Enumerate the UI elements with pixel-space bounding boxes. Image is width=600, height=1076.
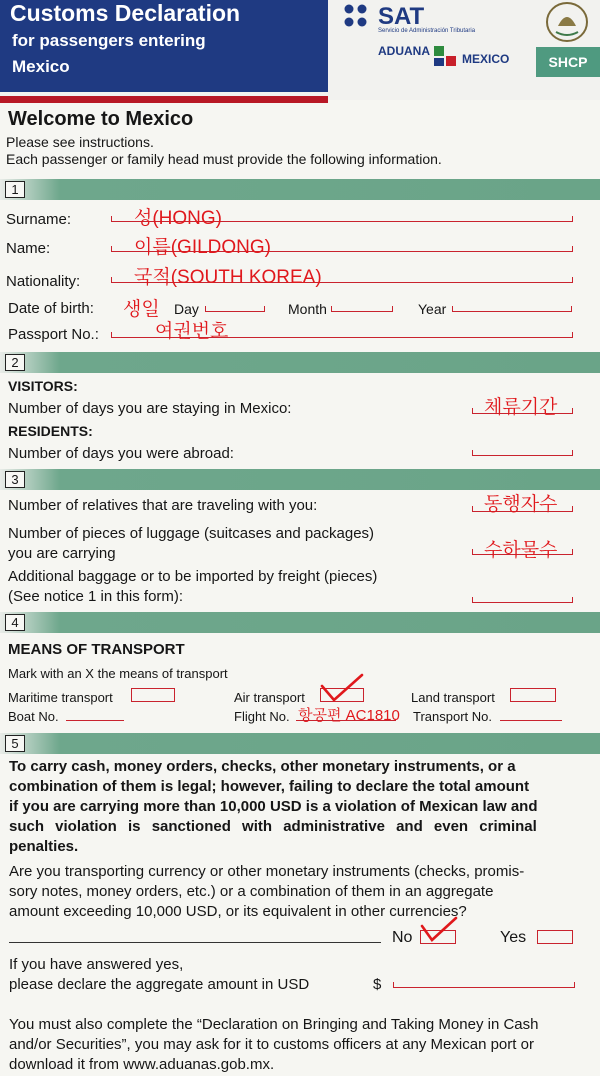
no-checkmark-icon	[418, 916, 458, 946]
title-red-stripe	[0, 96, 328, 103]
question-line-3: amount exceeding 10,000 USD, or its equivalent in other currencies?	[9, 903, 467, 920]
intro-line-2: Each passenger or family head must provide the following information.	[6, 151, 442, 167]
sat-wordmark: SAT	[378, 3, 425, 30]
days-staying-value: 체류기간	[484, 397, 558, 418]
warning-line-4: such violation is sanctioned with administrative and even criminal	[9, 818, 537, 835]
section-4-band	[0, 612, 600, 633]
nationality-value: 국적(SOUTH KOREA)	[134, 267, 322, 288]
national-seal-icon	[542, 0, 592, 44]
answered-yes-line-2: please declare the aggregate amount in USD	[9, 976, 310, 993]
passport-label: Passport No.:	[8, 326, 99, 343]
boat-label: Boat No.	[8, 709, 59, 724]
month-field[interactable]	[331, 306, 393, 312]
land-label: Land transport	[411, 690, 495, 705]
section-1-band	[0, 179, 600, 200]
section-number: 4	[5, 614, 25, 631]
footer-line-1: You must also complete the “Declaration on Bringing and Taking Money in Cash	[9, 1016, 539, 1033]
footer-line-2: and/or Securities”, you may ask for it to customs officers at any Mexican port or	[9, 1036, 534, 1053]
question-line-1: Are you transporting currency or other monetary instruments (checks, promis-	[9, 863, 525, 880]
flight-label: Flight No.	[234, 709, 290, 724]
days-abroad-field[interactable]	[472, 450, 573, 456]
welcome-heading: Welcome to Mexico	[8, 108, 194, 130]
aggregate-amount-field[interactable]	[393, 982, 575, 988]
sat-tagline: Servicio de Administración Tributaria	[378, 28, 476, 34]
shcp-badge: SHCP	[536, 47, 600, 77]
form-title: Customs Declaration	[10, 0, 241, 26]
day-field[interactable]	[205, 306, 265, 312]
section-5-band	[0, 733, 600, 754]
section-number: 3	[5, 471, 25, 488]
intro-line-1: Please see instructions.	[6, 134, 154, 150]
residents-heading: RESIDENTS:	[8, 423, 93, 439]
answered-yes-line-1: If you have answered yes,	[9, 956, 184, 973]
sat-logo	[338, 0, 528, 40]
days-abroad-label: Number of days you were abroad:	[8, 445, 234, 462]
dollar-sign: $	[373, 976, 382, 993]
warning-line-5: penalties.	[9, 838, 79, 855]
yes-label: Yes	[500, 929, 527, 946]
section-2-band	[0, 352, 600, 373]
luggage-label-line2: you are carrying	[8, 545, 116, 562]
passport-value: 여권번호	[155, 321, 229, 342]
visitors-heading: VISITORS:	[8, 378, 78, 394]
mexico-wordmark: MEXICO	[462, 52, 510, 66]
sat-emblem-icon	[342, 2, 370, 32]
transport-instruction: Mark with an X the means of transport	[8, 666, 228, 681]
transport-heading: MEANS OF TRANSPORT	[8, 641, 185, 658]
title-banner	[0, 0, 328, 92]
month-label: Month	[288, 301, 327, 317]
relatives-label: Number of relatives that are traveling with you:	[8, 497, 318, 514]
name-value: 이름(GILDONG)	[134, 237, 271, 258]
additional-baggage-line1: Additional baggage or to be imported by freight (pieces)	[8, 568, 378, 585]
yes-checkbox[interactable]	[537, 930, 573, 944]
days-staying-label: Number of days you are staying in Mexico:	[8, 400, 292, 417]
form-subtitle-line1: for passengers entering	[12, 31, 206, 50]
maritime-checkbox[interactable]	[131, 688, 175, 702]
aduana-flag-icon	[432, 46, 458, 68]
section-number: 5	[5, 735, 25, 752]
warning-line-2: combination of them is legal; however, failing to declare the total amount	[9, 778, 530, 795]
year-label: Year	[418, 301, 447, 317]
section-number: 1	[5, 181, 25, 198]
land-checkbox[interactable]	[510, 688, 556, 702]
warning-line-1: To carry cash, money orders, checks, other monetary instruments, or a	[9, 758, 516, 775]
transport-number-label: Transport No.	[413, 709, 492, 724]
boat-number-field[interactable]	[66, 720, 124, 721]
transport-number-field[interactable]	[500, 720, 562, 721]
air-label: Air transport	[234, 690, 305, 705]
question-underline	[9, 942, 381, 943]
luggage-value: 수하물수	[484, 540, 558, 561]
nationality-label: Nationality:	[6, 273, 81, 290]
maritime-label: Maritime transport	[8, 690, 113, 705]
flight-number-value: 항공편 AC1810	[298, 707, 400, 724]
question-line-2: sory notes, money orders, etc.) or a combination of them in an aggregate	[9, 883, 494, 900]
additional-baggage-field[interactable]	[472, 597, 573, 603]
surname-value: 성(HONG)	[134, 208, 223, 229]
aduana-wordmark: ADUANA	[378, 44, 430, 58]
header	[0, 0, 600, 100]
section-3-band	[0, 469, 600, 490]
footer-line-3: download it from www.aduanas.gob.mx.	[9, 1056, 275, 1073]
dob-label: Date of birth:	[8, 300, 94, 317]
form-subtitle-line2: Mexico	[12, 57, 70, 76]
dob-value: 생일	[123, 299, 160, 320]
air-checkmark-icon	[318, 672, 366, 706]
section-number: 2	[5, 354, 25, 371]
surname-label: Surname:	[6, 211, 72, 228]
warning-line-3: if you are carrying more than 10,000 USD is a violation of Mexican law and	[9, 798, 538, 815]
luggage-label-line1: Number of pieces of luggage (suitcases and packages)	[8, 525, 375, 542]
no-label: No	[392, 929, 413, 946]
additional-baggage-line2: (See notice 1 in this form):	[8, 588, 184, 605]
year-field[interactable]	[452, 306, 572, 312]
relatives-value: 동행자수	[484, 494, 558, 515]
name-label: Name:	[6, 240, 51, 257]
day-label: Day	[174, 301, 199, 317]
